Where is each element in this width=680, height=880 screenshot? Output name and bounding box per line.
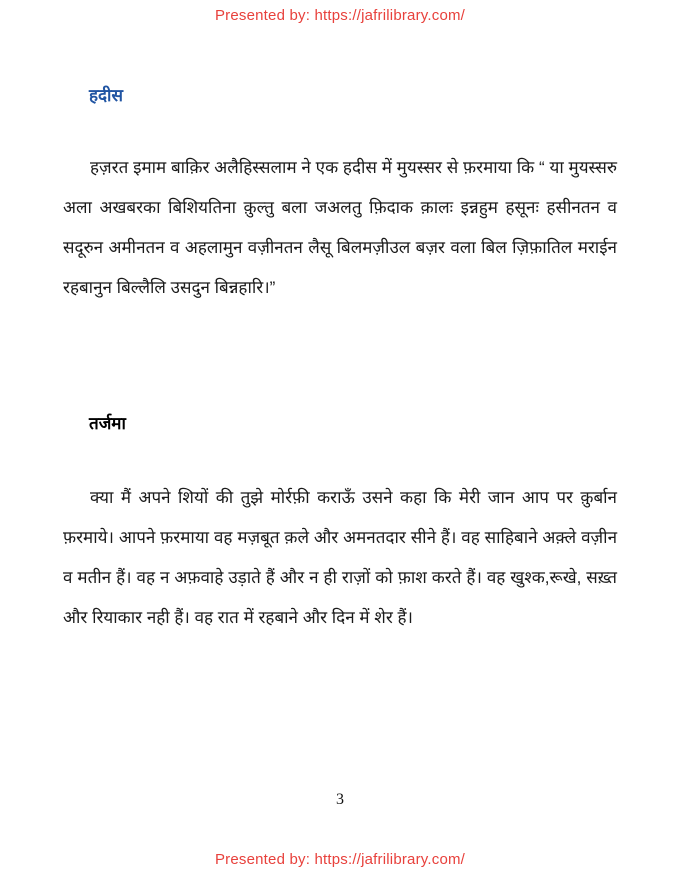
tarjuma-section-heading: तर्जमा: [89, 414, 126, 433]
presented-by-footer-link[interactable]: Presented by: https://jafrilibrary.com/: [214, 851, 466, 868]
hadees-paragraph: हज़रत इमाम बाक़िर अलैहिस्सलाम ने एक हदीस में मुयस्सर से फ़रमाया कि “ या मुयस्सरु अला अखबरका बिशियतिना क़ुल्तु बला जअलतु फ़िदाक क़ालः इन्नहुम हसूनः हसीनतन व सदूरुन अमीनतन व अहलामुन वज़ीनतन लैसू बिलमज़ीउल बज़र वला बिल ज़िफ़ातिल मराईन रहबानुन बिल्लैलि उसदुन बिन्नहारि।”: [63, 158, 617, 297]
hadees-section-heading: हदीस: [89, 86, 123, 105]
presented-by-header-link[interactable]: Presented by: https://jafrilibrary.com/: [214, 7, 466, 24]
page-number: 3: [336, 791, 344, 808]
tarjuma-paragraph: क्या मैं अपने शियों की तुझे मोर्रफ़ी कराऊँ उसने कहा कि मेरी जान आप पर क़ुर्बान फ़रमाये। आपने फ़रमाया वह मज़बूत क़ले और अमनतदार सीने हैं। वह साहिबाने अक़्ले वज़ीन व मतीन हैं। वह न अफ़वाहे उड़ाते हैं और न ही राज़ों को फ़ाश करते हैं। वह खुश्क,रूखे, सख़्त और रियाकार नही हैं। वह रात में रहबाने और दिन में शेर हैं।: [63, 488, 617, 627]
